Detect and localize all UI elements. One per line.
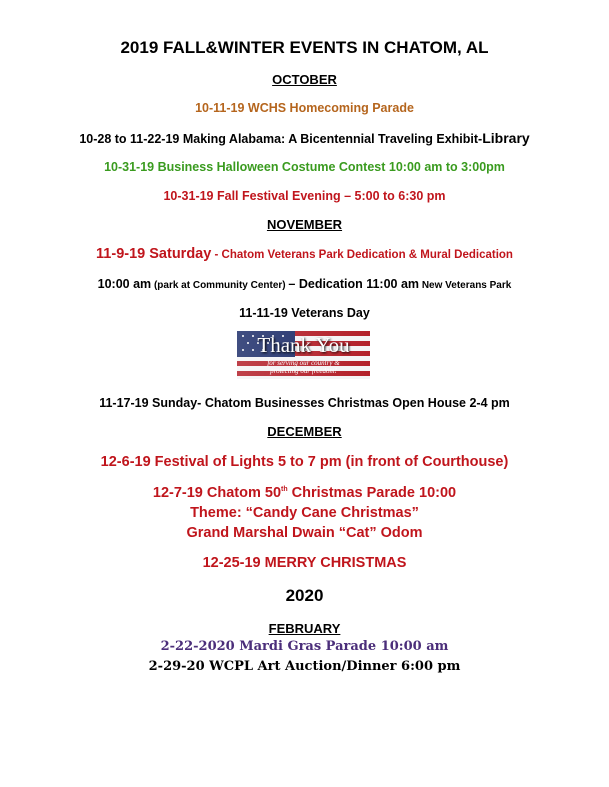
event-text: 10-28 to 11-22-19 Making Alabama: A Bicentennial Traveling Exhibit- [79,132,483,146]
event-veterans-park-dedication [0,246,609,262]
event-text: 12-7-19 Chatom 50 [152,485,282,501]
ordinal-suffix: th [281,486,288,494]
event-christmas-parade [0,485,609,501]
event-fall-festival: 10-31-19 Fall Festival Evening – 5:00 to 6:30 pm [163,189,446,203]
event-grand-marshal: Grand Marshal Dwain “Cat” Odom [186,525,423,541]
caption-line-2: protecting our freedom! [270,367,337,375]
event-parade-theme: Theme: “Candy Cane Christmas” [190,505,419,521]
event-homecoming-parade: 10-11-19 WCHS Homecoming Parade [195,101,414,115]
event-merry-christmas: 12-25-19 MERRY CHRISTMAS [202,555,407,571]
event-mardi-gras-parade: 2-22-2020 Mardi Gras Parade 10:00 am [160,639,449,654]
section-heading-december: DECEMBER [267,424,342,439]
event-time: 10:00 am [97,277,152,291]
page-title: 2019 FALL&WINTER EVENTS IN CHATOM, AL [120,38,489,57]
caption-line-1: for serving our country & [267,359,340,367]
event-location: New Veterans Park [419,280,512,291]
thank-you-text: Thank You [257,333,350,357]
thank-you-flag-image [237,331,370,379]
event-date: 11-9-19 Saturday [96,246,212,262]
event-christmas-open-house: 11-17-19 Sunday- Chatom Businesses Christmas Open House 2-4 pm [99,396,510,410]
event-dedication-times [0,277,609,291]
event-description: - Chatom Veterans Park Dedication & Mural Dedication [211,249,513,261]
event-art-auction: 2-29-20 WCPL Art Auction/Dinner 6:00 pm [148,659,461,674]
event-location: Library [482,130,530,146]
event-bicentennial-exhibit [0,130,609,146]
event-note: (park at Community Center) [151,280,289,291]
section-heading-february: FEBRUARY [268,621,341,636]
event-veterans-day: 11-11-19 Veterans Day [239,306,370,320]
thank-you-caption [237,359,370,375]
event-text-2: Christmas Parade 10:00 [287,485,457,501]
event-festival-of-lights: 12-6-19 Festival of Lights 5 to 7 pm (in front of Courthouse) [100,454,509,470]
event-halloween-contest: 10-31-19 Business Halloween Costume Contest 10:00 am to 3:00pm [104,160,505,174]
section-heading-october: OCTOBER [272,72,337,87]
section-heading-november: NOVEMBER [266,217,343,232]
event-time-2: – Dedication 11:00 am [288,277,420,291]
year-heading: 2020 [285,586,324,605]
